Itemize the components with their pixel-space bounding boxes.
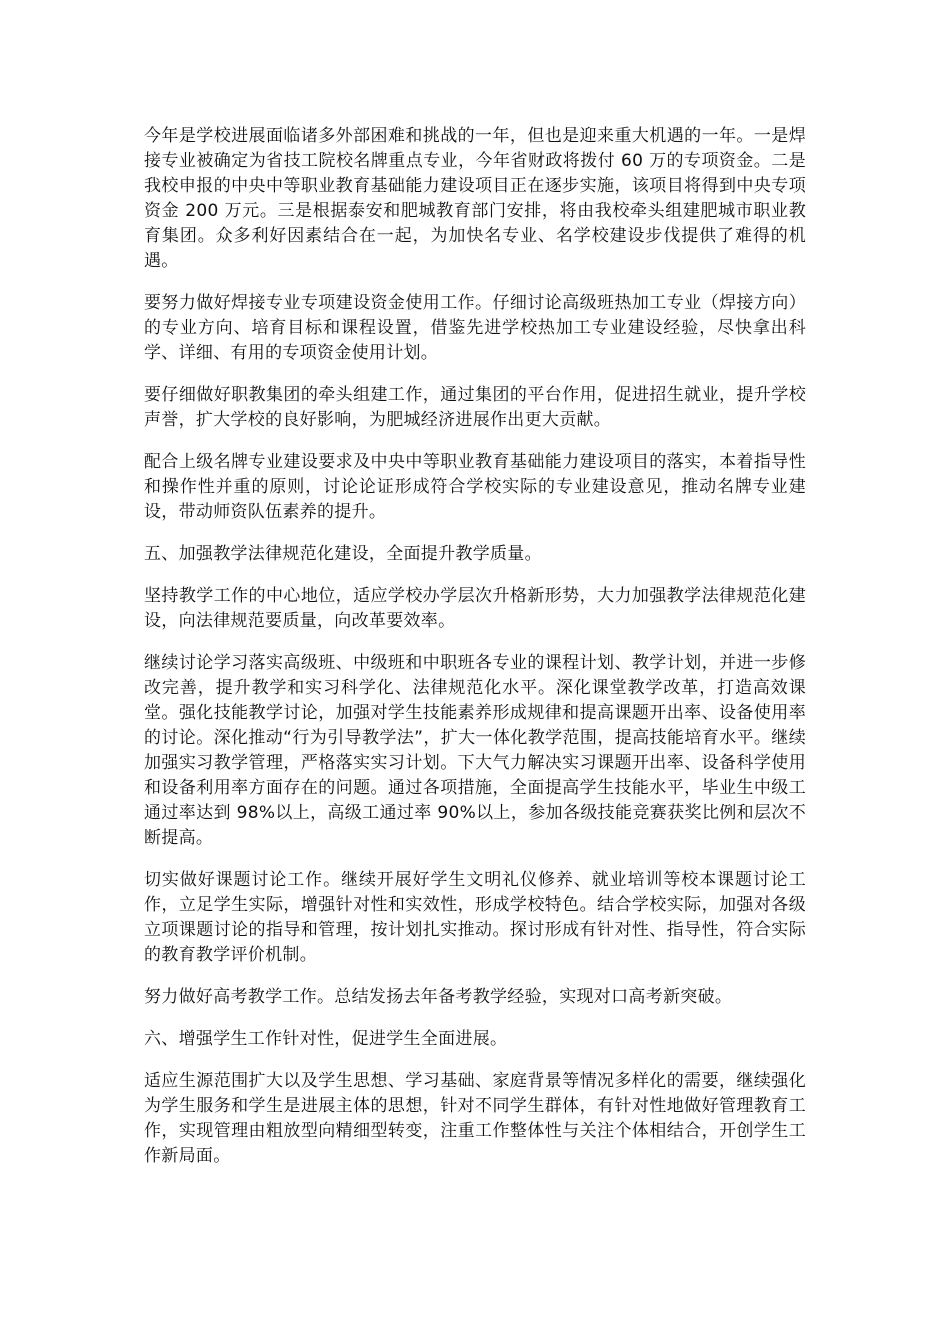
section-heading-five: 五、加强教学法律规范化建设，全面提升教学质量。 <box>144 544 542 564</box>
paragraph-college-exam: 努力做好高考教学工作。总结发扬去年备考教学经验，实现对口高考新突破。 <box>144 987 733 1007</box>
paragraph-curriculum-plans: 继续讨论学习落实高级班、中级班和中职班各专业的课程计划、教学计划，并进一步修改完善，提升教学和实习科学化、法律规范化水平。深化课堂教学改革，打造高效课堂。强化技能教学讨论，加强对学生技能素养形成规律和提高课题开出率、设备使用率的讨论。深化推动“行为引导教学法”，扩大一体化教学范围，提高技能培育水平。继续加强实习教学管理，严格落实实习计划。下大气力解决实习课题开出率、设备科学使用和设备利用率方面存在的问题。通过各项措施，全面提高学生技能水平，毕业生中级工通过率达到 98%以上，高级工通过率 90%以上，参加各级技能竞赛获奖比例和层次不断提高。 <box>144 653 806 848</box>
paragraph-research-topics: 切实做好课题讨论工作。继续开展好学生文明礼仪修养、就业培训等校本课题讨论工作，立足学生实际，增强针对性和实效性，形成学校特色。结合学校实际，加强对各级立项课题讨论的指导和管理，按计划扎实推动。探讨形成有针对性、指导性，符合实际的教育教学评价机制。 <box>144 870 806 965</box>
paragraph-welding-funds: 要努力做好焊接专业专项建设资金使用工作。仔细讨论高级班热加工专业（焊接方向）的专业方向、培育目标和课程设置，借鉴先进学校热加工专业建设经验，尽快拿出科学、详细、有用的专项资金使用计划。 <box>144 293 806 363</box>
paragraph-vocational-group: 要仔细做好职教集团的牵头组建工作，通过集团的平台作用，促进招生就业，提升学校声誉，扩大学校的良好影响，为肥城经济进展作出更大贡献。 <box>144 385 806 430</box>
section-heading-six: 六、增强学生工作针对性，促进学生全面进展。 <box>144 1029 508 1049</box>
document-page <box>144 124 806 1186</box>
paragraph-teaching-center: 坚持教学工作的中心地位，适应学校办学层次升格新形势，大力加强教学法律规范化建设，向法律规范要质量，向改革要效率。 <box>144 586 806 631</box>
paragraph-brand-specialty: 配合上级名牌专业建设要求及中央中等职业教育基础能力建设项目的落实，本着指导性和操作性并重的原则，讨论论证形成符合学校实际的专业建设意见，推动名牌专业建设，带动师资队伍素养的提升。 <box>144 452 806 522</box>
paragraph-student-work: 适应生源范围扩大以及学生思想、学习基础、家庭背景等情况多样化的需要，继续强化为学生服务和学生是进展主体的思想，针对不同学生群体，有针对性地做好管理教育工作，实现管理由粗放型向精细型转变，注重工作整体性与关注个体相结合，开创学生工作新局面。 <box>144 1071 806 1166</box>
paragraph-opportunities: 今年是学校进展面临诸多外部困难和挑战的一年，但也是迎来重大机遇的一年。一是焊接专业被确定为省技工院校名牌重点专业，今年省财政将拨付 60 万的专项资金。二是我校申报的中央中等职业教育基础能力建设项目正在逐步实施，该项目将得到中央专项资金 200 万元。三是根据泰安和肥城教育部门安排，将由我校牵头组建肥城市职业教育集团。众多利好因素结合在一起，为加快名专业、名学校建设步伐提供了难得的机遇。 <box>144 126 806 271</box>
